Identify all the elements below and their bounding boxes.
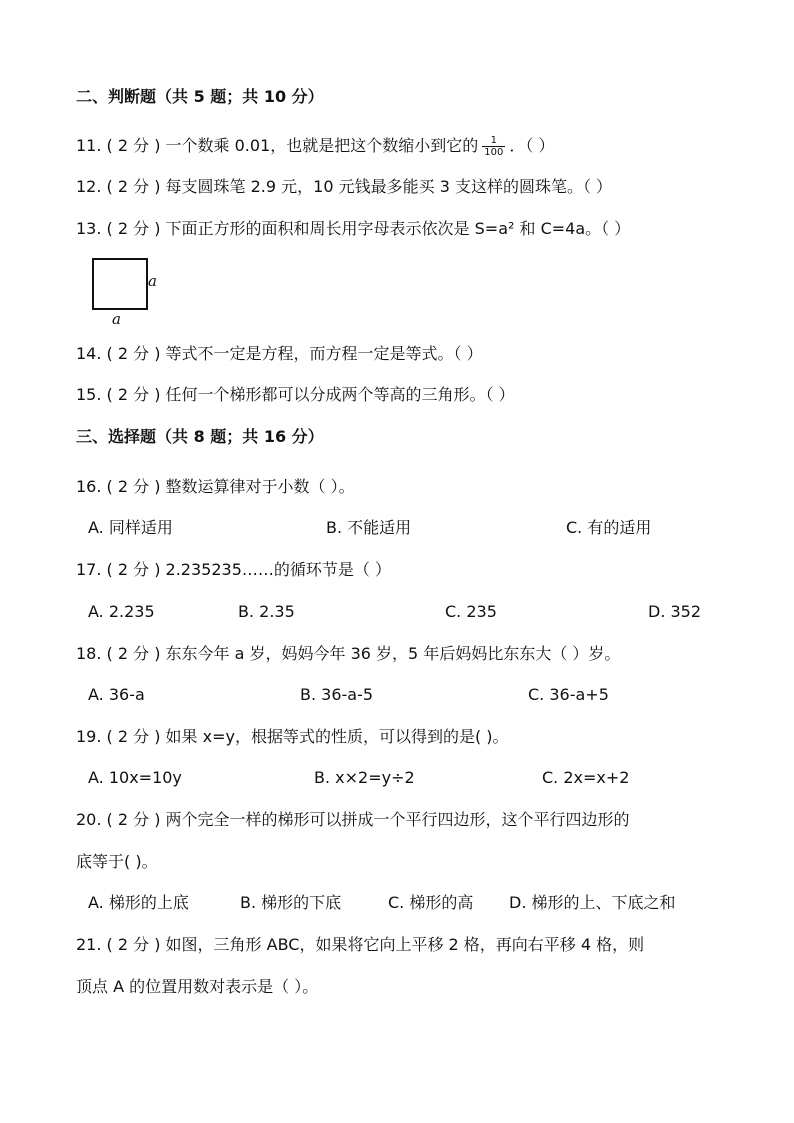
q18-option-a[interactable]: A. 36-a <box>88 685 145 704</box>
q16-option-b[interactable]: B. 不能适用 <box>326 518 412 537</box>
q16-option-c[interactable]: C. 有的适用 <box>566 518 652 537</box>
question-17: 17. ( 2 分 ) 2.235235……的循环节是（ ） <box>76 560 391 579</box>
question-20-line1: 20. ( 2 分 ) 两个完全一样的梯形可以拼成一个平行四边形，这个平行四边形的 <box>76 810 630 829</box>
question-12: 12. ( 2 分 ) 每支圆珠笔 2.9 元，10 元钱最多能买 3 支这样的圆珠笔。（ ） <box>76 177 613 196</box>
question-15: 15. ( 2 分 ) 任何一个梯形都可以分成两个等高的三角形。（ ） <box>76 385 515 404</box>
question-13: 13. ( 2 分 ) 下面正方形的面积和周长用字母表示依次是 S=a² 和 C=4a。（ ） <box>76 219 631 238</box>
question-16: 16. ( 2 分 ) 整数运算律对于小数（ ）。 <box>76 477 355 496</box>
question-11-text: 11. ( 2 分 ) 一个数乘 0.01，也就是把这个数缩小到它的 <box>76 136 479 155</box>
fraction-denominator: 100 <box>484 147 504 158</box>
q19-option-a[interactable]: A. 10x=10y <box>88 768 182 787</box>
square-bottom-label: a <box>112 310 121 328</box>
question-19: 19. ( 2 分 ) 如果 x=y，根据等式的性质，可以得到的是( )。 <box>76 727 509 746</box>
q17-option-a[interactable]: A. 2.235 <box>88 602 155 621</box>
question-18: 18. ( 2 分 ) 东东今年 a 岁，妈妈今年 36 岁，5 年后妈妈比东东大（ ）岁。 <box>76 644 621 663</box>
fraction-numerator: 1 <box>482 135 505 147</box>
q18-option-c[interactable]: C. 36-a+5 <box>528 685 609 704</box>
q16-option-a[interactable]: A. 同样适用 <box>88 518 173 537</box>
q19-option-b[interactable]: B. x×2=y÷2 <box>314 768 415 787</box>
question-21-line1: 21. ( 2 分 ) 如图，三角形 ABC，如果将它向上平移 2 格，再向右平移 4 格，则 <box>76 935 645 954</box>
question-21-line2: 顶点 A 的位置用数对表示是（ ）。 <box>76 977 319 996</box>
question-20-line2: 底等于( )。 <box>76 852 158 871</box>
question-11 <box>76 135 554 158</box>
question-11-tail: ．（ ） <box>509 136 555 155</box>
square-side-label: a <box>148 272 157 290</box>
q17-option-b[interactable]: B. 2.35 <box>238 602 295 621</box>
section-heading-choice: 三、选择题（共 8 题；共 16 分） <box>76 427 324 446</box>
q20-option-b[interactable]: B. 梯形的下底 <box>240 893 342 912</box>
q18-option-b[interactable]: B. 36-a-5 <box>300 685 374 704</box>
square-figure <box>92 258 148 310</box>
fraction-one-hundredth <box>482 135 505 158</box>
q17-option-c[interactable]: C. 235 <box>445 602 497 621</box>
section-heading-judgement: 二、判断题（共 5 题；共 10 分） <box>76 87 324 106</box>
q20-option-c[interactable]: C. 梯形的高 <box>388 893 474 912</box>
q20-option-a[interactable]: A. 梯形的上底 <box>88 893 189 912</box>
q17-option-d[interactable]: D. 352 <box>648 602 702 621</box>
q20-option-d[interactable]: D. 梯形的上、下底之和 <box>509 893 676 912</box>
question-14: 14. ( 2 分 ) 等式不一定是方程，而方程一定是等式。（ ） <box>76 344 483 363</box>
q19-option-c[interactable]: C. 2x=x+2 <box>542 768 630 787</box>
